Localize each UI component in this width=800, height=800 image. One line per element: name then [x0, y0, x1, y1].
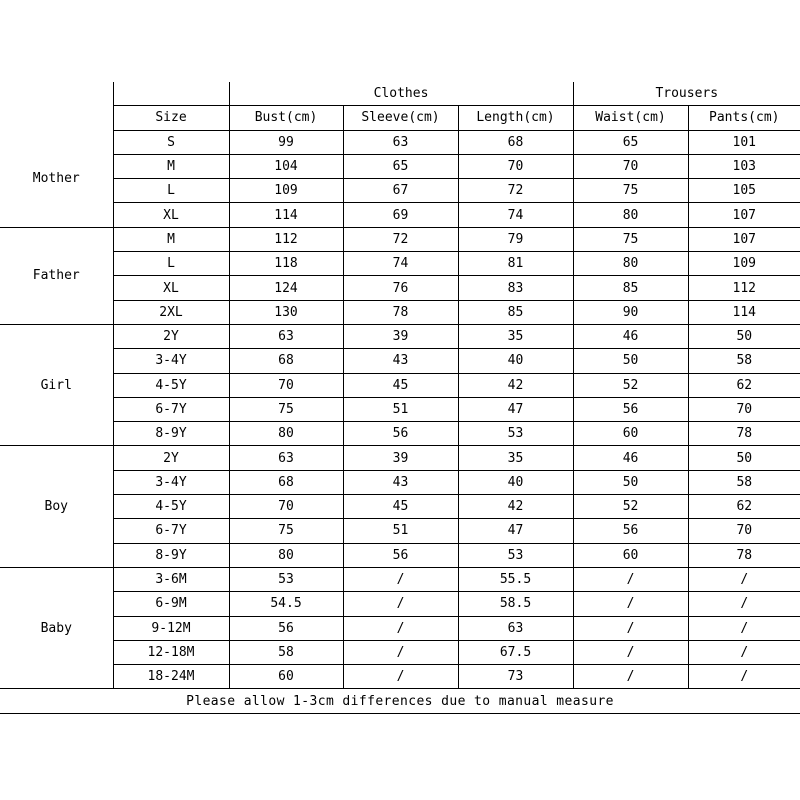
cell-pants: 107 [688, 203, 800, 227]
blank-corner-cell [0, 106, 113, 130]
cell-size: 3-4Y [113, 470, 229, 494]
table-row [0, 592, 800, 616]
cell-waist: 60 [573, 543, 688, 567]
cell-length: 55.5 [458, 567, 573, 591]
column-header-sleeve: Sleeve(cm) [343, 106, 458, 130]
cell-size: L [113, 179, 229, 203]
cell-size: M [113, 154, 229, 178]
cell-waist: 90 [573, 300, 688, 324]
table-row [0, 543, 800, 567]
table-row [0, 640, 800, 664]
cell-sleeve: 78 [343, 300, 458, 324]
cell-waist: / [573, 567, 688, 591]
cell-size: L [113, 252, 229, 276]
cell-waist: / [573, 592, 688, 616]
cell-sleeve: 45 [343, 495, 458, 519]
cell-waist: 56 [573, 397, 688, 421]
cell-sleeve: 43 [343, 470, 458, 494]
table-row [0, 227, 800, 251]
cell-waist: 80 [573, 252, 688, 276]
group-label-baby: Baby [0, 567, 113, 688]
cell-waist: 56 [573, 519, 688, 543]
cell-pants: 50 [688, 446, 800, 470]
cell-sleeve: 69 [343, 203, 458, 227]
table-row [0, 665, 800, 689]
cell-size: M [113, 227, 229, 251]
trousers-header: Trousers [573, 82, 800, 106]
cell-sleeve: 39 [343, 446, 458, 470]
blank-corner-cell [0, 82, 113, 106]
cell-length: 47 [458, 397, 573, 421]
cell-waist: 65 [573, 130, 688, 154]
cell-sleeve: / [343, 616, 458, 640]
table-row [0, 203, 800, 227]
cell-sleeve: 56 [343, 543, 458, 567]
cell-length: 70 [458, 154, 573, 178]
header-row-sections [0, 82, 800, 106]
cell-length: 85 [458, 300, 573, 324]
group-label-boy: Boy [0, 446, 113, 567]
cell-waist: 46 [573, 446, 688, 470]
cell-length: 47 [458, 519, 573, 543]
group-label-mother: Mother [0, 130, 113, 227]
cell-size: 4-5Y [113, 495, 229, 519]
table-row [0, 470, 800, 494]
size-group-header [113, 82, 229, 106]
cell-size: 3-4Y [113, 349, 229, 373]
cell-pants: 50 [688, 324, 800, 348]
cell-bust: 58 [229, 640, 343, 664]
cell-length: 68 [458, 130, 573, 154]
cell-size: 2Y [113, 446, 229, 470]
cell-bust: 54.5 [229, 592, 343, 616]
cell-length: 35 [458, 446, 573, 470]
cell-bust: 70 [229, 495, 343, 519]
cell-waist: 52 [573, 373, 688, 397]
cell-pants: 58 [688, 470, 800, 494]
table-row [0, 349, 800, 373]
cell-bust: 109 [229, 179, 343, 203]
cell-pants: 78 [688, 422, 800, 446]
size-chart-table [0, 82, 800, 714]
table-row [0, 616, 800, 640]
cell-waist: 80 [573, 203, 688, 227]
table-row [0, 495, 800, 519]
cell-bust: 75 [229, 519, 343, 543]
cell-sleeve: 65 [343, 154, 458, 178]
cell-sleeve: 63 [343, 130, 458, 154]
cell-pants: / [688, 640, 800, 664]
cell-pants: 105 [688, 179, 800, 203]
column-header-waist: Waist(cm) [573, 106, 688, 130]
cell-waist: 70 [573, 154, 688, 178]
cell-size: 8-9Y [113, 543, 229, 567]
cell-bust: 80 [229, 543, 343, 567]
note-row [0, 689, 800, 713]
cell-size: 6-7Y [113, 519, 229, 543]
measurement-note: Please allow 1-3cm differences due to manual measure [0, 689, 800, 713]
cell-sleeve: 56 [343, 422, 458, 446]
cell-pants: 112 [688, 276, 800, 300]
cell-length: 42 [458, 373, 573, 397]
table-row [0, 154, 800, 178]
cell-bust: 114 [229, 203, 343, 227]
cell-length: 72 [458, 179, 573, 203]
cell-pants: 62 [688, 373, 800, 397]
cell-length: 79 [458, 227, 573, 251]
cell-waist: 50 [573, 470, 688, 494]
cell-size: 6-9M [113, 592, 229, 616]
cell-waist: 85 [573, 276, 688, 300]
cell-waist: 60 [573, 422, 688, 446]
cell-bust: 63 [229, 324, 343, 348]
cell-size: XL [113, 203, 229, 227]
cell-bust: 70 [229, 373, 343, 397]
cell-sleeve: / [343, 567, 458, 591]
cell-bust: 60 [229, 665, 343, 689]
cell-size: 6-7Y [113, 397, 229, 421]
cell-length: 35 [458, 324, 573, 348]
cell-length: 63 [458, 616, 573, 640]
cell-pants: 70 [688, 397, 800, 421]
cell-waist: / [573, 640, 688, 664]
cell-bust: 130 [229, 300, 343, 324]
table-row [0, 300, 800, 324]
cell-pants: / [688, 592, 800, 616]
cell-length: 42 [458, 495, 573, 519]
cell-bust: 63 [229, 446, 343, 470]
cell-sleeve: / [343, 665, 458, 689]
cell-length: 53 [458, 543, 573, 567]
cell-bust: 75 [229, 397, 343, 421]
cell-size: 9-12M [113, 616, 229, 640]
cell-bust: 99 [229, 130, 343, 154]
cell-sleeve: 43 [343, 349, 458, 373]
cell-size: 12-18M [113, 640, 229, 664]
cell-size: XL [113, 276, 229, 300]
cell-waist: / [573, 616, 688, 640]
cell-length: 73 [458, 665, 573, 689]
cell-length: 67.5 [458, 640, 573, 664]
cell-length: 81 [458, 252, 573, 276]
cell-length: 74 [458, 203, 573, 227]
table-row [0, 446, 800, 470]
table-row [0, 422, 800, 446]
table-row [0, 179, 800, 203]
cell-length: 58.5 [458, 592, 573, 616]
cell-bust: 112 [229, 227, 343, 251]
cell-pants: 70 [688, 519, 800, 543]
cell-pants: / [688, 616, 800, 640]
cell-bust: 68 [229, 470, 343, 494]
cell-waist: 50 [573, 349, 688, 373]
cell-pants: 103 [688, 154, 800, 178]
column-header-size: Size [113, 106, 229, 130]
column-header-bust: Bust(cm) [229, 106, 343, 130]
cell-sleeve: 67 [343, 179, 458, 203]
clothes-header: Clothes [229, 82, 573, 106]
cell-bust: 80 [229, 422, 343, 446]
cell-bust: 53 [229, 567, 343, 591]
cell-sleeve: 45 [343, 373, 458, 397]
table-row [0, 252, 800, 276]
table-row [0, 130, 800, 154]
cell-waist: 46 [573, 324, 688, 348]
cell-size: 2Y [113, 324, 229, 348]
cell-waist: 75 [573, 179, 688, 203]
cell-sleeve: 76 [343, 276, 458, 300]
table-row [0, 519, 800, 543]
cell-waist: 52 [573, 495, 688, 519]
cell-sleeve: 51 [343, 397, 458, 421]
group-label-girl: Girl [0, 324, 113, 445]
cell-size: 18-24M [113, 665, 229, 689]
cell-bust: 68 [229, 349, 343, 373]
cell-pants: 109 [688, 252, 800, 276]
cell-pants: 58 [688, 349, 800, 373]
cell-size: S [113, 130, 229, 154]
table-row [0, 276, 800, 300]
cell-length: 40 [458, 470, 573, 494]
size-chart-body [0, 82, 800, 713]
cell-bust: 56 [229, 616, 343, 640]
column-header-length: Length(cm) [458, 106, 573, 130]
column-header-pants: Pants(cm) [688, 106, 800, 130]
cell-size: 3-6M [113, 567, 229, 591]
cell-waist: / [573, 665, 688, 689]
cell-sleeve: / [343, 592, 458, 616]
cell-pants: / [688, 567, 800, 591]
group-label-father: Father [0, 227, 113, 324]
table-row [0, 397, 800, 421]
cell-sleeve: 74 [343, 252, 458, 276]
cell-pants: 62 [688, 495, 800, 519]
cell-bust: 124 [229, 276, 343, 300]
header-row-columns [0, 106, 800, 130]
cell-length: 40 [458, 349, 573, 373]
cell-sleeve: 39 [343, 324, 458, 348]
table-row [0, 373, 800, 397]
cell-size: 8-9Y [113, 422, 229, 446]
table-row [0, 324, 800, 348]
cell-pants: / [688, 665, 800, 689]
cell-pants: 101 [688, 130, 800, 154]
cell-pants: 114 [688, 300, 800, 324]
cell-waist: 75 [573, 227, 688, 251]
cell-pants: 107 [688, 227, 800, 251]
cell-sleeve: 72 [343, 227, 458, 251]
cell-size: 4-5Y [113, 373, 229, 397]
cell-size: 2XL [113, 300, 229, 324]
cell-bust: 104 [229, 154, 343, 178]
cell-length: 83 [458, 276, 573, 300]
cell-sleeve: / [343, 640, 458, 664]
cell-length: 53 [458, 422, 573, 446]
table-row [0, 567, 800, 591]
cell-pants: 78 [688, 543, 800, 567]
cell-sleeve: 51 [343, 519, 458, 543]
cell-bust: 118 [229, 252, 343, 276]
